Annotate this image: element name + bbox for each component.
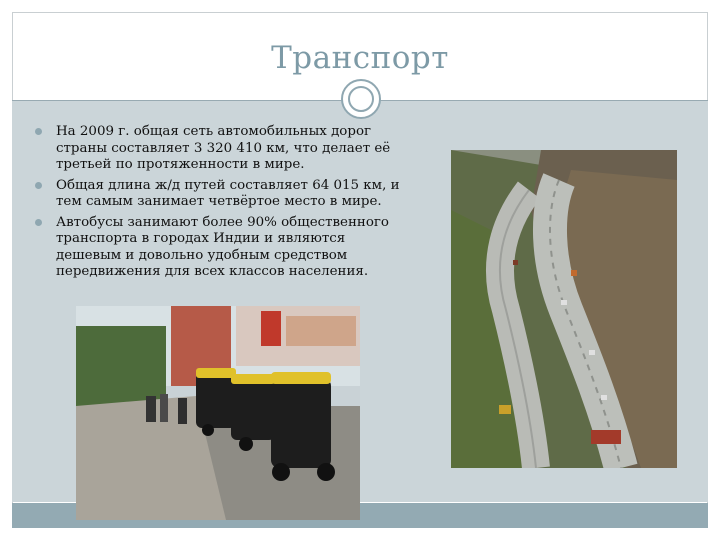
ring-ornament-icon — [341, 79, 381, 119]
ring-ornament-inner — [348, 86, 374, 112]
bullet-item — [34, 215, 414, 281]
bullet-dot-icon — [35, 182, 42, 189]
highway-illustration — [451, 150, 677, 468]
bullet-dot-icon — [35, 128, 42, 135]
bullet-list — [34, 124, 414, 285]
street-rickshaw-photo — [76, 306, 360, 520]
bullet-item — [34, 124, 414, 174]
bullet-text: На 2009 г. общая сеть автомобильных дорог страны составляет 3 320 410 км, что делает её третьей по протяженности в мире. — [56, 124, 391, 172]
bullet-text: Общая длина ж/д путей составляет 64 015 км, и тем самым занимает четвёртое место в мире. — [56, 177, 400, 209]
bullet-dot-icon — [35, 219, 42, 226]
bullet-item — [34, 178, 414, 211]
street-illustration — [76, 306, 360, 520]
slide-title: Транспорт — [271, 40, 449, 76]
highway-photo — [451, 150, 677, 468]
bullet-text: Автобусы занимают более 90% общественного транспорта в городах Индии и являются дешевым и довольно удобным средством передвижения для всех классов населения. — [56, 214, 389, 279]
